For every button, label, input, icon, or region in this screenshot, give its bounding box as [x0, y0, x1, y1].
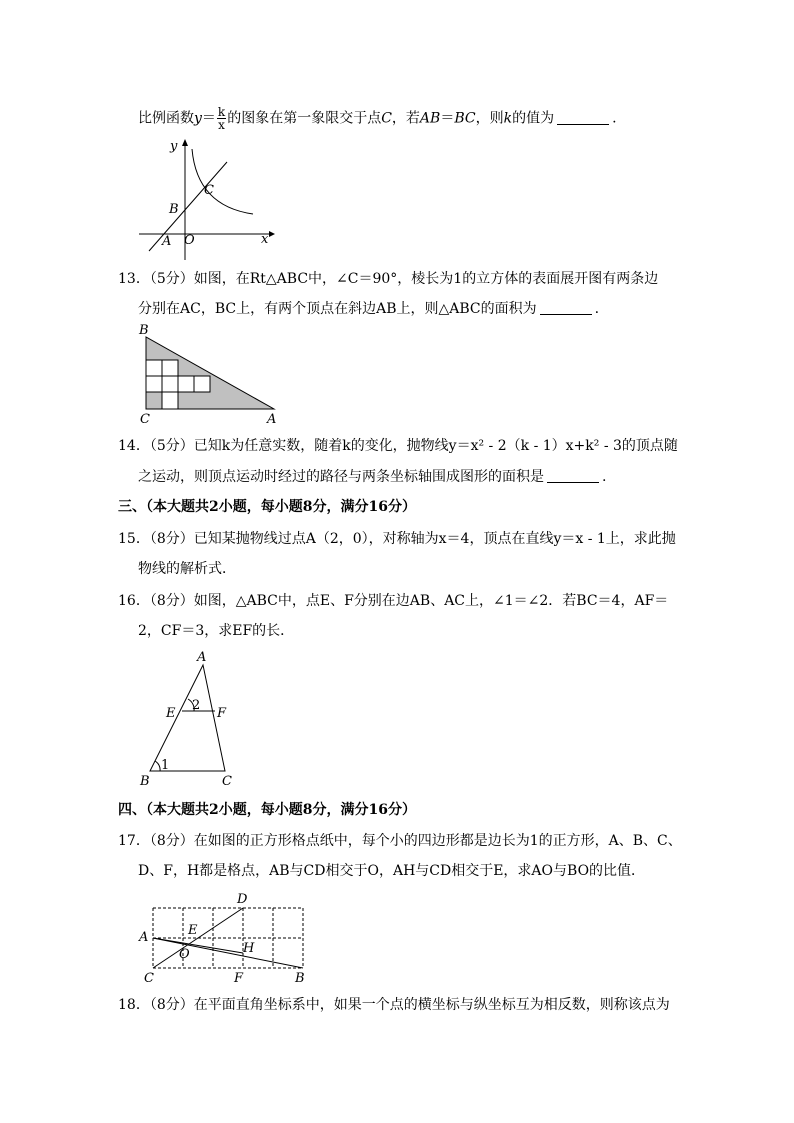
- q16-line1: 16．（8分）如图，△ABC中，点E、F分别在边AB、AC上，∠1＝∠2．若BC＝4，AF＝: [118, 593, 669, 609]
- q12-y: y: [194, 110, 202, 127]
- q17-line1: 17．（8分）在如图的正方形格点纸中，每个小的四边形都是边长为1的正方形，A、B、C、: [118, 833, 682, 849]
- section-3-title: 三、（本大题共2小题，每小题8分，满分16分）: [118, 499, 416, 515]
- q16-angle-1: 1: [161, 758, 170, 773]
- net-square: [178, 376, 194, 392]
- q12-k: k: [503, 110, 513, 127]
- net-square: [162, 376, 178, 392]
- q13-label-b: B: [139, 323, 149, 338]
- q17-label-d: D: [237, 892, 248, 907]
- q12-text-a: 比例函数: [138, 110, 194, 127]
- q12-text-d: ，则: [475, 110, 504, 127]
- q18-line1: 18．（8分）在平面直角坐标系中，如果一个点的横坐标与纵坐标互为相反数，则称该点为: [118, 997, 670, 1013]
- q12-hyperbola: [192, 149, 253, 214]
- q12-label-b: B: [169, 202, 179, 217]
- q12-label-o: O: [184, 233, 195, 248]
- q12-text-c: ，若: [391, 110, 420, 127]
- q16-label-e: E: [166, 706, 176, 721]
- q14-line1: 14．（5分）已知k为任意实数，随着k的变化，抛物线y＝x² - 2（k - 1）x+k² - 3的顶点随: [118, 438, 678, 454]
- q17-grid: [153, 908, 303, 968]
- q17-label-c: C: [144, 971, 154, 986]
- q12-answer-blank: [557, 110, 609, 125]
- q12-fraction: [217, 106, 226, 131]
- q12-ab: AB: [419, 110, 441, 127]
- q17-figure: [136, 890, 316, 986]
- q17-label-a: A: [139, 930, 149, 945]
- q14-end: .: [602, 469, 607, 485]
- q16-label-c: C: [222, 774, 232, 789]
- net-square: [146, 360, 162, 376]
- q12-label-y: y: [170, 139, 178, 154]
- net-square: [194, 376, 210, 392]
- section-4-title: 四、（本大题共2小题，每小题8分，满分16分）: [118, 802, 416, 818]
- q12-end: .: [612, 110, 617, 127]
- q13-answer-blank: [540, 300, 592, 315]
- q14-answer-blank: [547, 468, 599, 483]
- q12-text-e: 的值为: [512, 110, 555, 127]
- q13-label-c: C: [140, 412, 150, 427]
- q17-label-o: O: [179, 947, 190, 962]
- q13-label-a: A: [267, 412, 277, 427]
- q13-end: .: [594, 301, 600, 317]
- q16-angle-2: 2: [192, 698, 201, 713]
- q12-equals: ＝: [201, 110, 216, 127]
- q13-line2-text: 分别在AC，BC上，有两个顶点在斜边AB上，则△ABC的面积为: [138, 301, 537, 317]
- q15-line2: 物线的解析式．: [138, 561, 236, 577]
- q12-x-arrow: [269, 231, 275, 237]
- q17-label-h: H: [243, 941, 255, 956]
- q16-label-b: B: [140, 774, 150, 789]
- q16-triangle: [150, 665, 225, 771]
- q13-figure: [136, 322, 284, 426]
- q13-line1: 13．（5分）如图，在Rt△ABC中，∠C＝90°，棱长为1的立方体的表面展开图有两条边: [118, 271, 659, 287]
- q12-y-arrow: [182, 139, 188, 146]
- q16-label-f: F: [217, 706, 227, 721]
- q12-label-c: C: [204, 183, 214, 198]
- q16-label-a: A: [197, 650, 207, 665]
- q16-figure: [136, 650, 246, 792]
- q17-label-e: E: [188, 923, 198, 938]
- q12-bc: BC: [454, 110, 476, 127]
- net-square: [162, 360, 178, 376]
- q12-figure: [135, 136, 280, 261]
- q12-text-b: 的图象在第一象限交于点: [227, 110, 382, 127]
- q12-frac-num: k: [217, 105, 226, 119]
- q12-line: [138, 106, 617, 131]
- q12-label-a: A: [162, 234, 172, 249]
- q13-line2: [138, 299, 599, 319]
- q12-label-x: x: [261, 232, 269, 247]
- net-square: [162, 392, 178, 409]
- q12-point-c: C: [381, 110, 392, 127]
- q14-line2-text: 之运动，则顶点运动时经过的路径与两条坐标轴围成图形的面积是: [138, 469, 544, 485]
- q16-line2: 2，CF＝3，求EF的长．: [138, 623, 295, 639]
- q12-frac-den: x: [218, 118, 225, 132]
- q17-label-b: B: [295, 971, 305, 986]
- q12-eq2: ＝: [440, 110, 455, 127]
- q15-line1: 15．（8分）已知某抛物线过点A（2，0），对称轴为x＝4，顶点在直线y＝x - 1上，求此抛: [118, 531, 676, 547]
- q17-segment-ah: [153, 938, 243, 953]
- q16-angle1-arc: [155, 761, 160, 771]
- q17-label-f: F: [234, 971, 244, 986]
- q17-line2: D、F，H都是格点，AB与CD相交于O，AH与CD相交于E，求AO与BO的比值．: [138, 863, 646, 879]
- net-square: [146, 376, 162, 392]
- q14-line2: [138, 467, 606, 487]
